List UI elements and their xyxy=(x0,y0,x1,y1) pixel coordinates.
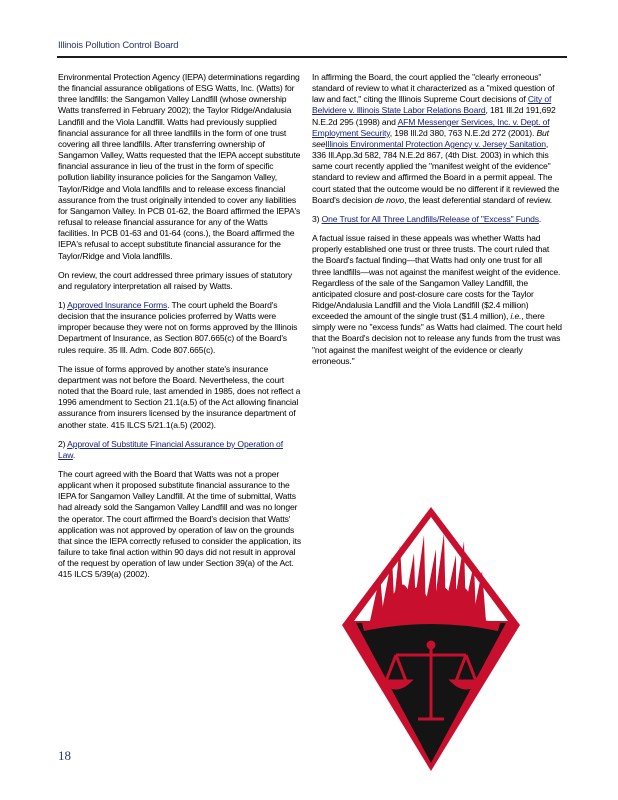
paragraph-body: . The court upheld the Board's decision that the insurance policies proferred by Watts were improper because they were not on forms approved by the Illinois Department of Insurance, as Section 807.665(c) of the Board's rules require. 35 Ill. Adm. Code 807.665(c). xyxy=(58,299,298,355)
text-run: , there simply were no "excess funds" as Watts had claimed. The court held that the Board's decision not to release any funds from the trust was "not against the manifest weight of the evidence or clearly erroneous." xyxy=(312,311,562,366)
heading-approved-insurance-forms: Approved Insurance Forms xyxy=(67,299,168,310)
text-run: , 198 Ill.2d 380, 763 N.E.2d 272 (2001). xyxy=(389,127,537,138)
term-de-novo: de novo xyxy=(374,194,405,205)
heading-period: . xyxy=(538,213,542,224)
paragraph-background: Environmental Protection Agency (IEPA) determinations regarding the financial assurance obligations of ESG Watts, Inc. (Watts) for three landfills: the Sangamon Valley Landfill (whose ownership Watts transferred in February 2002); the Taylor Ridge/Andalusia Landfill and the Viola Landfill. Watts had previously supplied financial assurance for all three landfills in the form of one trust covering all three landfills. After transferring ownership of Sangamon Valley, Watts requested that the IEPA accept substitute financial assurance in lieu of the trust in the form of specific pollution liability insurance policies for the Sangamon Valley, Taylor/Ridge and Viola landfills and to release excess financial assurance from the trust originally intended to cover any liabilities for Sangamon Valley. In PCB 01-62, the Board affirmed the IEPA's refusal to release financial assurance for any of the Watts facilities. In PCB 01-63 and 01-64 (cons.), the Board affirmed the IEPA's refusal to accept substitute financial assurance for the Taylor/Ridge and Viola landfills. xyxy=(58,72,301,261)
case-citation-afm-messenger: AFM Messenger Services, Inc. v. Dept. of Employment Security xyxy=(312,116,550,138)
right-column xyxy=(312,72,562,375)
paragraph-other-state-forms: The issue of forms approved by another state's insurance department was not before the Board. Nevertheless, the court noted that the Board rule, last amended in 1985, does not reflect a 1996 amendment to Section 21.1(a.5) of the Act allowing financial assurance from insurers licensed by the insurance department of another state. 415 ILCS 5/21.1(a.5) (2002). xyxy=(58,363,301,430)
heading-period: . xyxy=(72,449,76,460)
issue-number: 2) xyxy=(58,438,68,449)
case-citation-belvidere: City of Belvidere v. Illinois State Labor Relations Board xyxy=(312,94,552,116)
board-seal-logo xyxy=(340,505,522,775)
left-column xyxy=(58,72,301,589)
heading-approval-by-operation-of-law: Approval of Substitute Financial Assurance by Operation of Law xyxy=(58,438,283,460)
text-run: A factual issue raised in these appeals was whether Watts had properly established one trust or three trusts. The court ruled that the Board's factual finding—that Watts had only one trust for all three landfills—was not against the manifest weight of the evidence. Regardless of the sale of the Sangamon Valley Landfill, the anticipated closure and post-closure care costs for the Taylor Ridge/Andalusia Landfill and the Viola Landfill ($2.4 million) exceeded the amount of the single trust ($1.4 million), xyxy=(312,233,561,322)
issue-number: 3) xyxy=(312,213,322,224)
paragraph-standard-of-review xyxy=(312,72,562,206)
text-run: , the least deferential standard of review. xyxy=(404,194,553,205)
paragraph-issues-intro: On review, the court addressed three primary issues of statutory and regulatory interpretation all raised by Watts. xyxy=(58,269,293,291)
text-run: , 336 Ill.App.3d 582, 784 N.E.2d 867, (4th Dist. 2003) in which this same court recently applied the "manifest weight of the evidence" standard to review and affirmed the Board in a permit appeal. The court stated that the outcome would be no different if it reviewed the Board's decision xyxy=(312,138,560,205)
paragraph-insurance-forms xyxy=(58,300,301,356)
term-ie: i.e. xyxy=(510,311,522,322)
issue-number: 1) xyxy=(58,299,68,310)
header-rule xyxy=(57,56,567,58)
case-citation-jersey-sanitation: Illinois Environmental Protection Agency v. Jersey Sanitation xyxy=(325,138,546,149)
paragraph-factual-issue xyxy=(312,233,562,367)
heading-one-trust: One Trust for All Three Landfills/Release of "Excess" Funds xyxy=(321,213,539,224)
running-header: Illinois Pollution Control Board xyxy=(58,40,179,51)
paragraph-one-trust-heading xyxy=(312,214,562,225)
paragraph-proper-applicant: The court agreed with the Board that Watts was not a proper applicant when it proposed substitute financial assurance to the IEPA for Sangamon Valley Landfill. At the time of submittal, Watts had already sold the Sangamon Valley Landfill and was no longer the operator. The court affirmed the Board's decision that Watts' application was not approved by operation of law on the grounds that since the IEPA correctly refused to consider the application, its failure to take final action within 90 days did not result in approval of the request by operation of law under Section 39(a) of the Act. 415 ILCS 5/39(a) (2002). xyxy=(58,469,301,580)
text-run: In affirming the Board, the court applied the "clearly erroneous" standard of review to what it characterized as a "mixed question of law and fact," citing the Illinois Supreme Court decisions of xyxy=(312,72,555,105)
page-number: 18 xyxy=(58,748,71,763)
paragraph-substitute-assurance-heading xyxy=(58,439,301,461)
text-run: , 181 Ill.2d 191,692 N.E.2d 295 (1998) and xyxy=(312,105,556,127)
signal-but-see: But see xyxy=(312,127,549,149)
